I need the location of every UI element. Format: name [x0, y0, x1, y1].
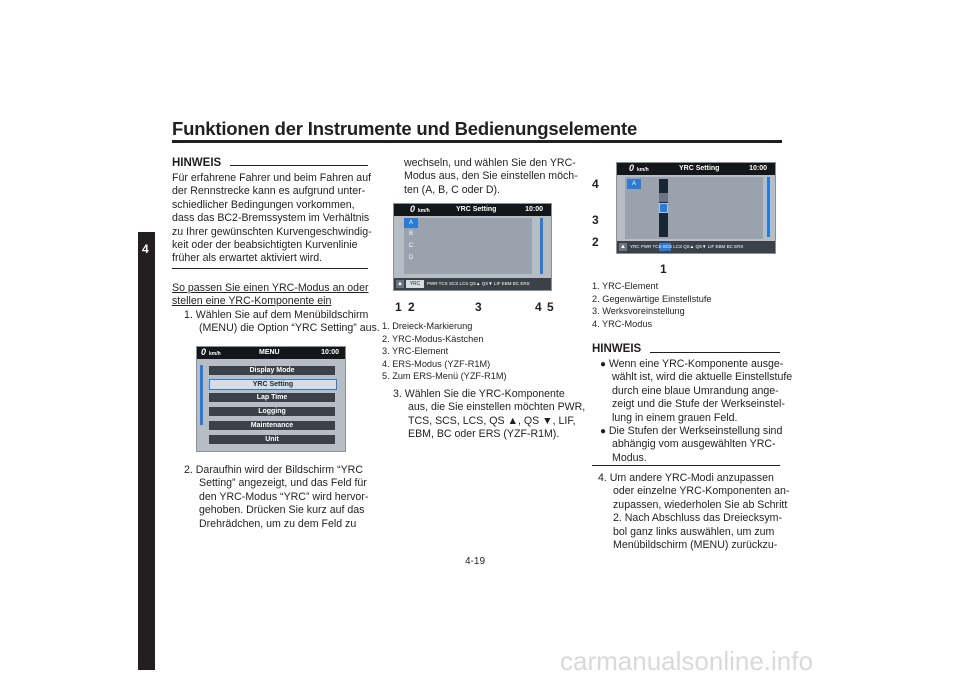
note-rule-1	[230, 165, 368, 166]
callout-1: 1	[660, 262, 667, 276]
page-number: 4-19	[465, 556, 486, 567]
note-bullet-1: ● Wenn eine YRC-Komponente ausge- wählt ist, wird die aktuelle Einstellstufe durch eine blaue Umrandung ange- zeigt und die Stufe der Werkseinstel- lung in einem grauen Feld.	[600, 358, 793, 424]
section-heading: So passen Sie einen YRC-Modus an oder stellen eine YRC-Komponente ein	[172, 282, 369, 308]
chapter-number: 4	[142, 242, 149, 256]
yrc-screen-1-topbar: 0 km/h YRC Setting 10:00	[394, 204, 551, 216]
note-bullet-2: ● Die Stufen der Werkseinstellung sind abhängig vom ausgewählten YRC- Modus.	[600, 425, 783, 464]
menu-screen	[196, 346, 346, 452]
menu-scrollbar[interactable]	[200, 365, 203, 425]
factory-level-box	[659, 193, 668, 202]
triangle-icon[interactable]: ▲	[397, 281, 403, 287]
yrc-mode-b-1[interactable]: B	[408, 231, 413, 237]
yrc-component-labels-2: YRC PWR TCS SCS LCS QS▲ QS▼ LIF EBM BC ERS	[630, 244, 744, 249]
yrc-bottom-bar-2	[617, 241, 775, 253]
step-3: 3. Wählen Sie die YRC-Komponente aus, die Sie einstellen möchten PWR, TCS, SCS, LCS, QS ▲, QS ▼, LIF, EBM, BC oder ERS (YZF-R1M).	[393, 388, 586, 441]
menu-item-yrc-setting[interactable]: YRC Setting	[209, 379, 337, 390]
current-level-box[interactable]	[659, 203, 668, 213]
menu-screen-topbar: 0 km/h MENU 10:00	[197, 347, 345, 359]
note-heading-1: HINWEIS	[172, 157, 222, 169]
callout-4: 4	[592, 177, 599, 191]
callout-4: 4	[535, 300, 542, 314]
yrc-scrollbar-1[interactable]	[540, 218, 543, 274]
step-1: 1. Wählen Sie auf dem Menübildschirm (MENU) die Option “YRC Setting” aus.	[184, 309, 380, 335]
page-title: Funktionen der Instrumente und Bedienungselemente	[172, 118, 638, 139]
menu-item-unit[interactable]: Unit	[209, 435, 335, 444]
callout-3: 3	[592, 213, 599, 227]
menu-item-lap-time[interactable]: Lap Time	[209, 393, 335, 402]
yrc-mode-c-1[interactable]: C	[408, 243, 414, 249]
note-end-rule-2	[592, 465, 780, 466]
step-2-continued: wechseln, und wählen Sie den YRC- Modus aus, den Sie einstellen möch- ten (A, B, C oder D).	[404, 157, 578, 196]
callout-5: 5	[547, 300, 554, 314]
yrc-grid-1	[404, 218, 532, 274]
step-2: 2. Daraufhin wird der Bildschirm “YRC Setting” angezeigt, und das Feld für den YRC-Modus “YRC” wird hervor- gehoben. Drücken Sie kurz auf das Drehrädchen, um zu dem Feld zu	[184, 464, 369, 530]
menu-item-maintenance[interactable]: Maintenance	[209, 421, 335, 430]
yrc-mode-a-2[interactable]: A	[627, 179, 641, 189]
chapter-tab	[138, 232, 155, 670]
note-end-rule-1	[172, 268, 368, 269]
yrc-screen-2-topbar: 0 km/h YRC Setting 10:00	[617, 163, 775, 175]
yrc-screen-2	[616, 162, 776, 254]
yrc-bottom-bar-1	[394, 278, 551, 290]
yrc-mode-d-1[interactable]: D	[408, 255, 414, 261]
callout-1: 1	[395, 300, 402, 314]
yrc-scrollbar-2[interactable]	[767, 177, 770, 237]
triangle-icon[interactable]: ▲	[620, 244, 626, 250]
yrc-mode-box[interactable]: YRC	[406, 280, 424, 288]
yrc-mode-a-1[interactable]: A	[404, 218, 418, 228]
step-4: 4. Um andere YRC-Modi anzupassen oder einzelne YRC-Komponenten an- zupassen, wiederholen Sie ab Schritt 2. Nach Abschluss das Dreiecksym- bol ganz links auswählen, um zum Menübildschirm (MENU) zurückzu-	[598, 472, 790, 552]
note-rule-2	[650, 352, 780, 353]
menu-item-logging[interactable]: Logging	[209, 407, 335, 416]
callout-3: 3	[475, 300, 482, 314]
note-text-1: Für erfahrene Fahrer und beim Fahren auf der Rennstrecke kann es aufgrund unter- schiedlicher Bedingungen vorkommen, dass das BC2-Bremssystem im Verhältnis zu Ihrer gewünschten Kurvengeschwindig- keit oder der beabsichtigten Kurvenlinie früher als erwartet aktiviert wird.	[172, 172, 372, 265]
note-heading-2: HINWEIS	[592, 343, 642, 355]
legend-2: 1. Dreieck-Markierung 2. YRC-Modus-Kästchen 3. YRC-Element 4. ERS-Modus (YZF-R1M) 5. Zum ERS-Menü (YZF-R1M)	[382, 321, 507, 382]
legend-3: 1. YRC-Element 2. Gegenwärtige Einstellstufe 3. Werksvoreinstellung 4. YRC-Modus	[592, 281, 712, 329]
yrc-screen-1	[393, 203, 552, 291]
yrc-component-labels-1: PWR TCS SCS LCS QS▲ QS▼ LIF EBM BC ERS	[427, 281, 530, 286]
watermark: carmanualsonline.info	[560, 646, 813, 676]
yrc-grid-2	[625, 177, 763, 239]
callout-2: 2	[408, 300, 415, 314]
menu-item-display-mode[interactable]: Display Mode	[209, 366, 335, 375]
callout-2: 2	[592, 235, 599, 249]
title-rule	[172, 140, 782, 143]
